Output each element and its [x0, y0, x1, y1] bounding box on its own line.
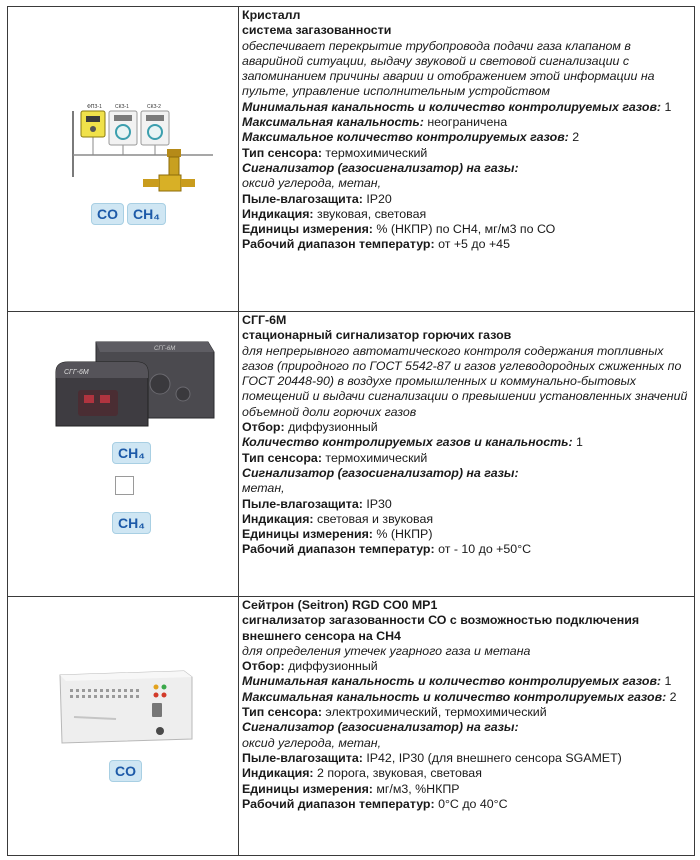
- prop-indication: Индикация: 2 порога, звуковая, световая: [242, 766, 482, 781]
- prop-indication: Индикация: световая и звуковая: [242, 511, 434, 526]
- device-label: СГГ-6М: [64, 369, 89, 376]
- prop-min-channels: Минимальная канальность и количество контролируемых газов: 1: [242, 674, 672, 689]
- prop-temp-range: Рабочий диапазон температур: от - 10 до +50°С: [242, 542, 532, 557]
- prop-gases-label: Сигнализатор (газосигнализатор) на газы:: [242, 720, 519, 735]
- seitron-device-image: [56, 667, 196, 747]
- product-title: Сейтрон (Seitron) RGD CO0 MP1: [242, 598, 438, 612]
- prop-sampling: Отбор: диффузионный: [242, 659, 378, 674]
- gas-badge-ch4: CH₄: [127, 203, 166, 225]
- prop-units: Единицы измерения: % (НКПР) по СН4, мг/м3 по СО: [242, 222, 556, 237]
- prop-units: Единицы измерения: % (НКПР): [242, 527, 433, 542]
- table-row-seitron: [8, 597, 694, 855]
- prop-max-channels: Максимальная канальность и количество контролируемых газов: 2: [242, 689, 677, 704]
- sgg6m-device-image: [48, 332, 218, 432]
- device-label: ФПЗ-1: [87, 104, 102, 110]
- prop-min-channels: Минимальная канальность и количество контролируемых газов: 1: [242, 99, 672, 114]
- gas-badge-co: CO: [109, 760, 142, 782]
- kristall-system-image: [63, 97, 213, 207]
- prop-temp-range: Рабочий диапазон температур: 0°С до 40°С: [242, 796, 508, 811]
- table-row-kristall: [8, 7, 694, 312]
- prop-sampling: Отбор: диффузионный: [242, 420, 378, 435]
- prop-max-gases: Максимальное количество контролируемых газов: 2: [242, 130, 580, 145]
- prop-sensor-type: Тип сенсора: термохимический: [242, 145, 428, 160]
- product-info-seitron: [239, 597, 694, 855]
- prop-indication: Индикация: звуковая, световая: [242, 206, 427, 221]
- product-image-cell: [8, 7, 239, 311]
- prop-ip: Пыле-влагозащита: IP20: [242, 191, 392, 206]
- product-description: обеспечивает перекрытие трубопровода подачи газа клапаном в аварийной ситуации, выдачу звуковой и световой сигнализации с запоминанием причины аварии и отображением этой информации на пульте, управление исполнительным устройством: [242, 38, 655, 99]
- product-subtitle: система загазованности: [242, 23, 392, 38]
- prop-sensor-type: Тип сенсора: электрохимический, термохимический: [242, 705, 547, 720]
- prop-channels: Количество контролируемых газов и канальность: 1: [242, 435, 583, 450]
- product-description: для непрерывного автоматического контроля содержания топливных газов (природного по ГОСТ 5542-87 и газов углеводородных сжиженных по ГОСТ 20448-90) в воздухе промышленных и коммунально-бытовых помещений и выдачи сигнализации о превышении установленных значений объемной доли горючих газов: [242, 343, 688, 419]
- prop-ip: Пыле-влагозащита: IP42, IP30 (для внешнего сенсора SGAMET): [242, 750, 622, 765]
- prop-ip: Пыле-влагозащита: IP30: [242, 496, 392, 511]
- prop-gases-value: оксид углерода, метан,: [242, 735, 382, 750]
- gas-badge-ch4: CH₄: [112, 512, 151, 534]
- prop-gases-label: Сигнализатор (газосигнализатор) на газы:: [242, 465, 519, 480]
- prop-sensor-type: Тип сенсора: термохимический: [242, 450, 428, 465]
- device-label: СКЗ-2: [147, 104, 161, 110]
- select-checkbox[interactable]: [115, 476, 134, 495]
- gas-detectors-table: [7, 6, 695, 856]
- device-label: СГГ-6М: [154, 346, 176, 352]
- product-image-cell: [8, 312, 239, 596]
- product-image-cell: [8, 597, 239, 855]
- product-info-kristall: [239, 7, 694, 311]
- prop-units: Единицы измерения: мг/м3, %НКПР: [242, 781, 460, 796]
- prop-gases-value: оксид углерода, метан,: [242, 176, 382, 191]
- product-title: СГГ-6М: [242, 313, 287, 327]
- prop-gases-label: Сигнализатор (газосигнализатор) на газы:: [242, 160, 519, 175]
- product-subtitle: стационарный сигнализатор горючих газов: [242, 328, 512, 343]
- gas-badge-co: CO: [91, 203, 124, 225]
- product-info-sgg6m: [239, 312, 694, 596]
- prop-gases-value: метан,: [242, 481, 285, 496]
- gas-badge-ch4: CH₄: [112, 442, 151, 464]
- device-label: СКЗ-1: [115, 104, 129, 110]
- product-description: для определения утечек угарного газа и метана: [242, 643, 531, 658]
- product-subtitle: сигнализатор загазованности СО с возможностью подключения внешнего сенсора на СН4: [242, 613, 640, 643]
- prop-temp-range: Рабочий диапазон температур: от +5 до +45: [242, 237, 510, 252]
- prop-max-channels: Максимальная канальность: неограничена: [242, 115, 508, 130]
- table-row-sgg6m: [8, 312, 694, 597]
- product-title: Кристалл: [242, 8, 301, 22]
